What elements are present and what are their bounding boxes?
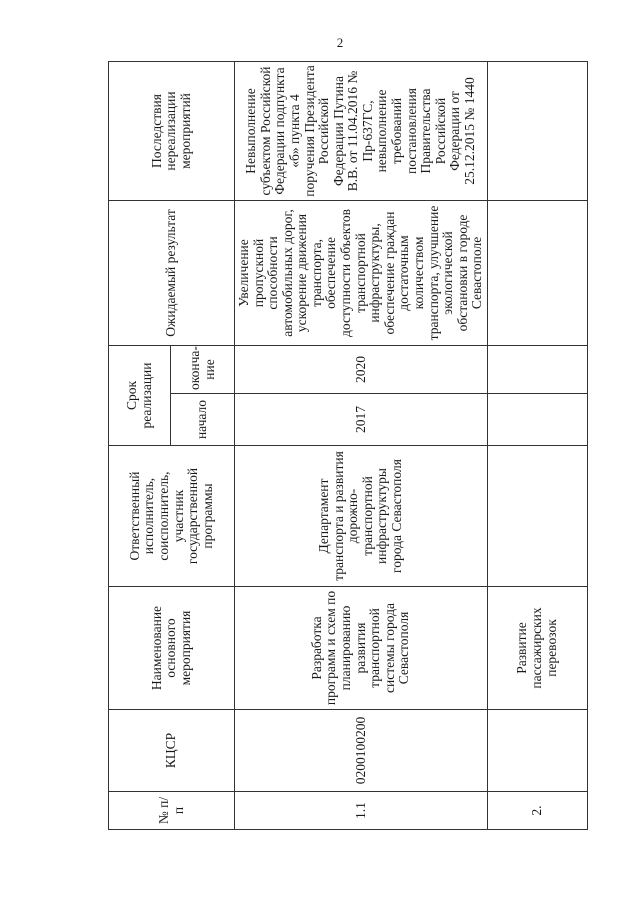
header-row bbox=[109, 61, 171, 829]
row-result bbox=[487, 200, 587, 345]
header-consequences: Последствия нереализации мероприятий bbox=[109, 61, 235, 200]
row-end: 2020 bbox=[235, 345, 488, 393]
header-end: оконча-ние bbox=[171, 345, 235, 393]
table-container bbox=[108, 62, 629, 825]
row-kcsr: 0200100200 bbox=[235, 710, 488, 792]
header-name: Наименование основного мероприятия bbox=[109, 587, 235, 710]
rotated-table bbox=[108, 62, 586, 830]
row-result: Увеличение пропускной способности автомобильных дорог, ускорение движения транспорта, обеспечение доступности объектов транспортной инфраструктуры, обеспечение граждан достаточным количеством транспорта, улучшение экологической обстановки в городе Севастополе bbox=[235, 200, 488, 345]
table-row bbox=[235, 61, 488, 829]
header-result: Ожидаемый результат bbox=[109, 200, 235, 345]
row-consequences: Невыполнение субъектом Российской Федерации подпункта «б» пункта 4 поручения Президента Российской Федерации Путина В.В. от 11.04.2016 № Пр-637ГС, невыполнение требований постановления Правительства Российской Федерации от 25.12.2015 № 1440 bbox=[235, 61, 488, 200]
page-number: 2 bbox=[336, 35, 344, 50]
row-consequences bbox=[487, 61, 587, 200]
header-period: Срок реализации bbox=[109, 345, 171, 445]
row-start: 2017 bbox=[235, 394, 488, 446]
header-executor: Ответственный исполнитель, соисполнитель, участник государственной программы bbox=[109, 446, 235, 587]
row-kcsr bbox=[487, 710, 587, 792]
row-name: Разработка программ и схем по планированию развития транспортной системы города Севастополя bbox=[235, 587, 488, 710]
row-num: 1.1 bbox=[235, 792, 488, 830]
header-num: № п/п bbox=[109, 792, 235, 830]
executor-text: Департамент транспорта и развития дорожно-транспортной инфраструктуры города Севастополя bbox=[316, 451, 405, 581]
header-start: начало bbox=[171, 394, 235, 446]
row-executor bbox=[235, 446, 488, 587]
table-row bbox=[487, 61, 587, 829]
header-kcsr: КЦСР bbox=[109, 710, 235, 792]
row-num: 2. bbox=[487, 792, 587, 830]
row-name: Развитие пассажирских перевозок bbox=[487, 587, 587, 710]
row-start bbox=[487, 394, 587, 446]
program-table bbox=[108, 61, 588, 830]
row-end bbox=[487, 345, 587, 393]
row-executor bbox=[487, 446, 587, 587]
